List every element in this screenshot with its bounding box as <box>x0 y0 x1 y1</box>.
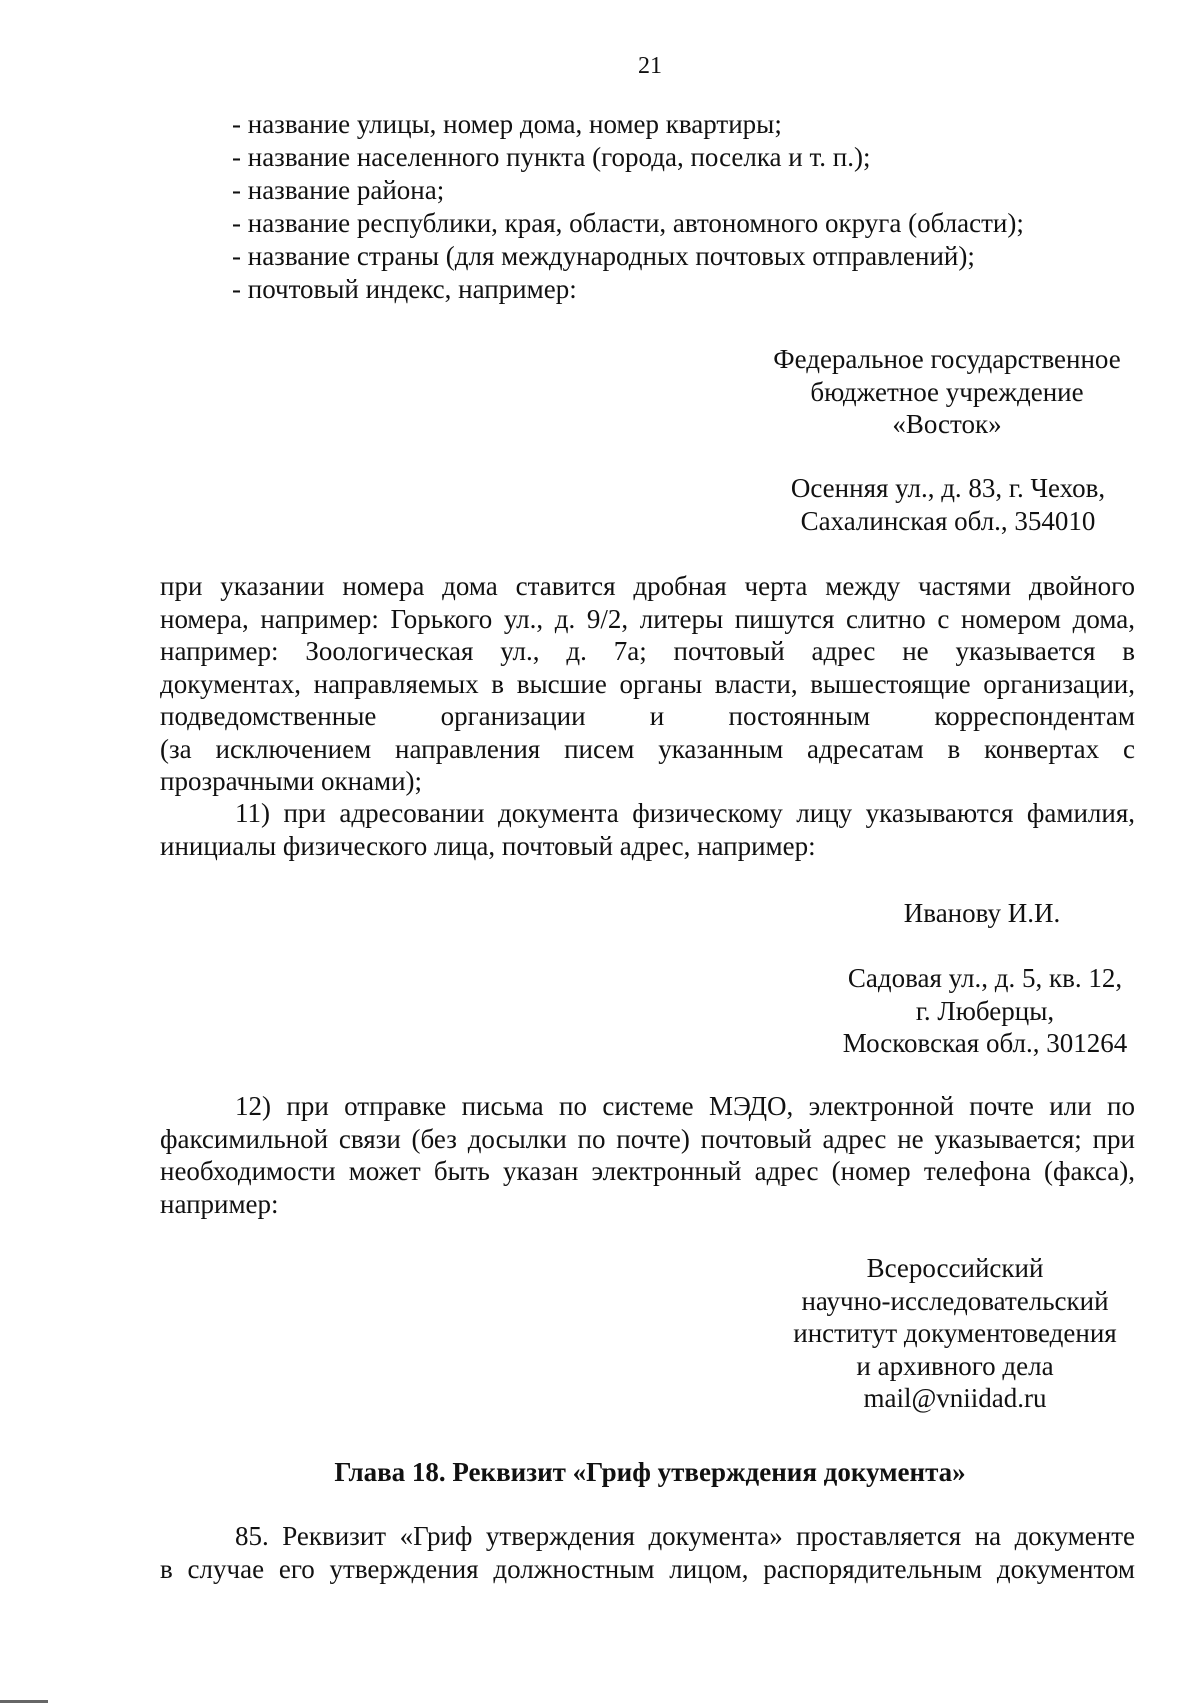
example-line: и архивного дела <box>856 1350 1054 1381</box>
example-line: Московская обл., 301264 <box>842 1028 1128 1058</box>
list-item: - почтовый индекс, например: <box>232 274 577 304</box>
example-person-name <box>882 897 1082 930</box>
example-line: mail@vniidad.ru <box>863 1383 1047 1413</box>
example-line: Сахалинская обл., 354010 <box>800 505 1096 536</box>
paragraph-85 <box>160 1520 1135 1585</box>
paragraph-line: факсимильной связи (без досылки по почте) почтовый адрес не указывается; при <box>160 1123 1135 1154</box>
paragraph-line: например: <box>160 1188 279 1219</box>
page-number: 21 <box>638 53 662 79</box>
paragraph-11 <box>160 797 1135 862</box>
example-line: Садовая ул., д. 5, кв. 12, <box>847 963 1123 993</box>
example-line: институт документоведения <box>793 1318 1117 1348</box>
paragraph-house-number <box>160 570 1135 798</box>
list-item: - название населенного пункта (города, поселка и т. п.); <box>232 142 871 172</box>
paragraph-line: 85. Реквизит «Гриф утверждения документа» проставляется на документе <box>235 1521 1135 1551</box>
paragraph-line: 12) при отправке письма по системе МЭДО, электронной почте или по <box>235 1091 1135 1121</box>
paragraph-line: например: Зоологическая ул., д. 7а; почтовый адрес не указывается в <box>160 636 1135 666</box>
paragraph-line: прозрачными окнами); <box>160 766 423 796</box>
example-line: «Восток» <box>892 409 1002 439</box>
paragraph-line: (за исключением направления писем указанным адресатам в конвертах с <box>160 733 1135 764</box>
example-line: Осенняя ул., д. 83, г. Чехов, <box>790 473 1106 503</box>
paragraph-12 <box>160 1090 1135 1220</box>
paragraph-line: инициалы физического лица, почтовый адрес, например: <box>160 830 816 861</box>
example-email-addressee <box>770 1252 1140 1415</box>
example-line: г. Люберцы, <box>915 995 1055 1026</box>
paragraph-line: документах, направляемых в высшие органы власти, вышестоящие организации, <box>160 668 1135 699</box>
paragraph-line: необходимости может быть указан электронный адрес (номер телефона (факса), <box>160 1156 1135 1186</box>
example-organization-address <box>778 472 1118 537</box>
paragraph-line: 11) при адресовании документа физическому лицу указываются фамилия, <box>235 798 1135 828</box>
example-line: Иванову И.И. <box>903 898 1061 928</box>
address-elements-list <box>232 108 1024 306</box>
paragraph-line: при указании номера дома ставится дробная черта между частями двойного <box>160 571 1135 601</box>
example-line: бюджетное учреждение <box>810 376 1084 407</box>
paragraph-line: номера, например: Горького ул., д. 9/2, литеры пишутся слитно с номером дома, <box>160 603 1135 634</box>
list-item: - название района; <box>232 175 445 205</box>
list-item: - название страны (для международных почтовых отправлений); <box>232 241 975 271</box>
example-organization-name <box>762 343 1132 441</box>
list-item: - название улицы, номер дома, номер квартиры; <box>232 109 782 139</box>
example-line: научно-исследовательский <box>801 1285 1109 1316</box>
paragraph-line: подведомственные организации и постоянным корреспондентам <box>160 701 1135 731</box>
chapter-heading: Глава 18. Реквизит «Гриф утверждения документа» <box>334 1457 966 1487</box>
example-line: Федеральное государственное <box>773 344 1121 374</box>
paragraph-line: в случае его утверждения должностным лицом, распорядительным документом <box>160 1553 1135 1584</box>
list-item: - название республики, края, области, автономного округа (области); <box>232 208 1024 238</box>
example-person-address <box>820 962 1150 1060</box>
example-line: Всероссийский <box>866 1253 1044 1283</box>
